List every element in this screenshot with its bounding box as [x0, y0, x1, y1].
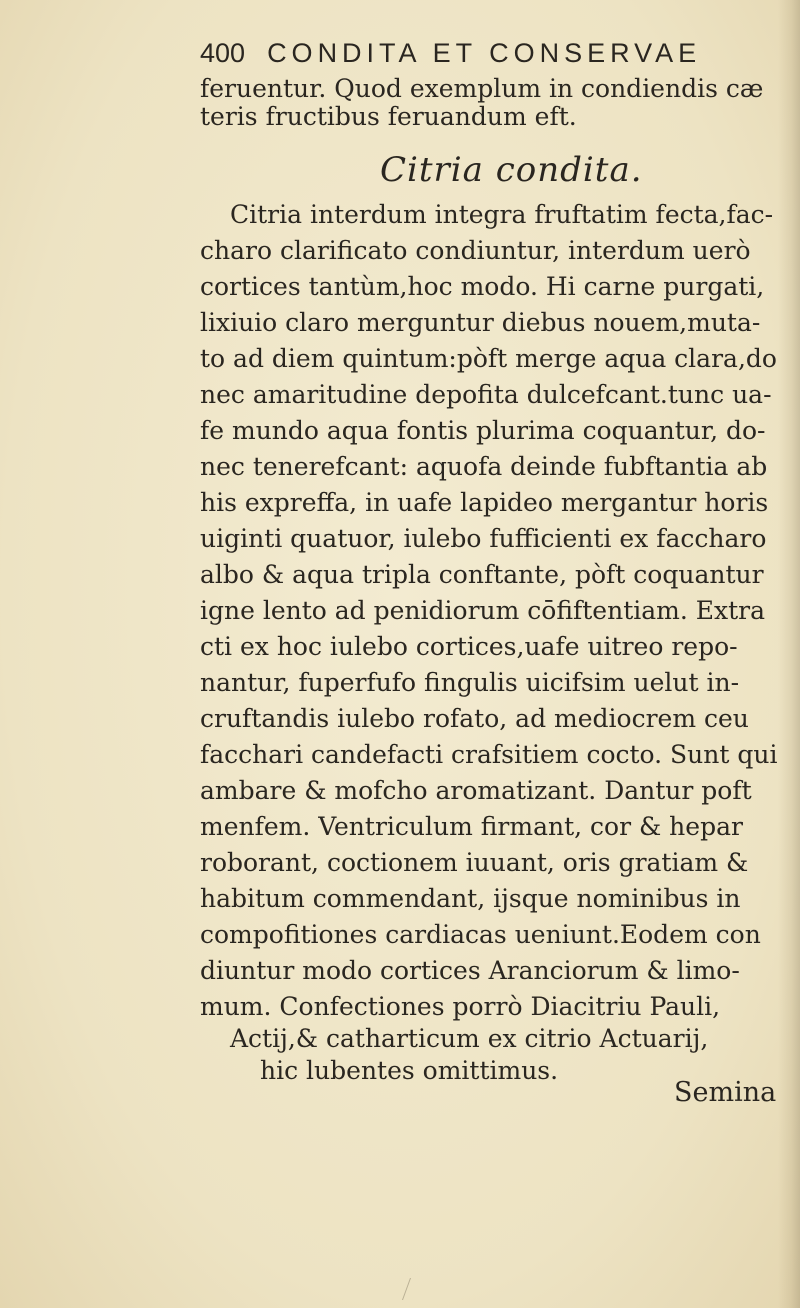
text-line: facchari candefacti crafsitiem cocto. Sunt qui	[200, 740, 778, 769]
text-line: cruftandis iulebo rofato, ad mediocrem ceu	[200, 704, 749, 733]
text-line: diuntur modo cortices Aranciorum & limo-	[200, 956, 740, 985]
text-line: compofitiones cardiacas ueniunt.Eodem con	[200, 920, 761, 949]
section-title: Citria condita.	[380, 150, 643, 190]
text-line: roborant, coctionem iuuant, oris gratiam &	[200, 848, 749, 877]
text-line: uiginti quatuor, iulebo fufficienti ex faccharo	[200, 524, 767, 553]
text-line: habitum commendant, ijsque nominibus in	[200, 884, 741, 913]
text-line: feruentur. Quod exemplum in condiendis cæ	[200, 74, 764, 103]
text-line: hic lubentes omittimus.	[260, 1056, 559, 1085]
text-line: albo & aqua tripla conftante, pòft coquantur	[200, 560, 764, 589]
text-line: to ad diem quintum:pòft merge aqua clara,do	[200, 344, 777, 373]
text-line: teris fructibus feruandum eft.	[200, 102, 577, 131]
text-line: his expreffa, in uafe lapideo mergantur horis	[200, 488, 769, 517]
running-head: CONDITA ET CONSERVAE	[267, 38, 702, 68]
text-line: nec tenerefcant: aquofa deinde fubftantia ab	[200, 452, 768, 481]
page-number: 400	[200, 38, 246, 68]
text-line: cti ex hoc iulebo cortices,uafe uitreo repo-	[200, 632, 738, 661]
text-line: fe mundo aqua fontis plurima coquantur, do-	[200, 416, 766, 445]
text-line: lixiuio claro merguntur diebus nouem,muta-	[200, 308, 761, 337]
text-line: igne lento ad penidiorum cōfiftentiam. Extra	[200, 596, 766, 625]
text-line: mum. Confectiones porrò Diacitriu Pauli,	[200, 992, 721, 1021]
text-line: menfem. Ventriculum firmant, cor & hepar	[200, 812, 743, 841]
paper-mark	[402, 1278, 425, 1300]
running-header	[200, 38, 760, 69]
catchword: Semina	[674, 1077, 777, 1108]
text-line: nantur, fuperfufo fingulis uicifsim uelut in-	[200, 668, 740, 697]
text-line: nec amaritudine depofita dulcefcant.tunc ua-	[200, 380, 772, 409]
text-line: ambare & mofcho aromatizant. Dantur poft	[200, 776, 752, 805]
page-edge-shadow	[778, 0, 800, 1308]
text-line: cortices tantùm,hoc modo. Hi carne purgati,	[200, 272, 765, 301]
text-line: Actij,& catharticum ex citrio Actuarij,	[230, 1024, 709, 1053]
text-line: Citria interdum integra fruftatim fecta,fac-	[230, 200, 774, 229]
text-line: charo clarificato condiuntur, interdum uerò	[200, 236, 751, 265]
